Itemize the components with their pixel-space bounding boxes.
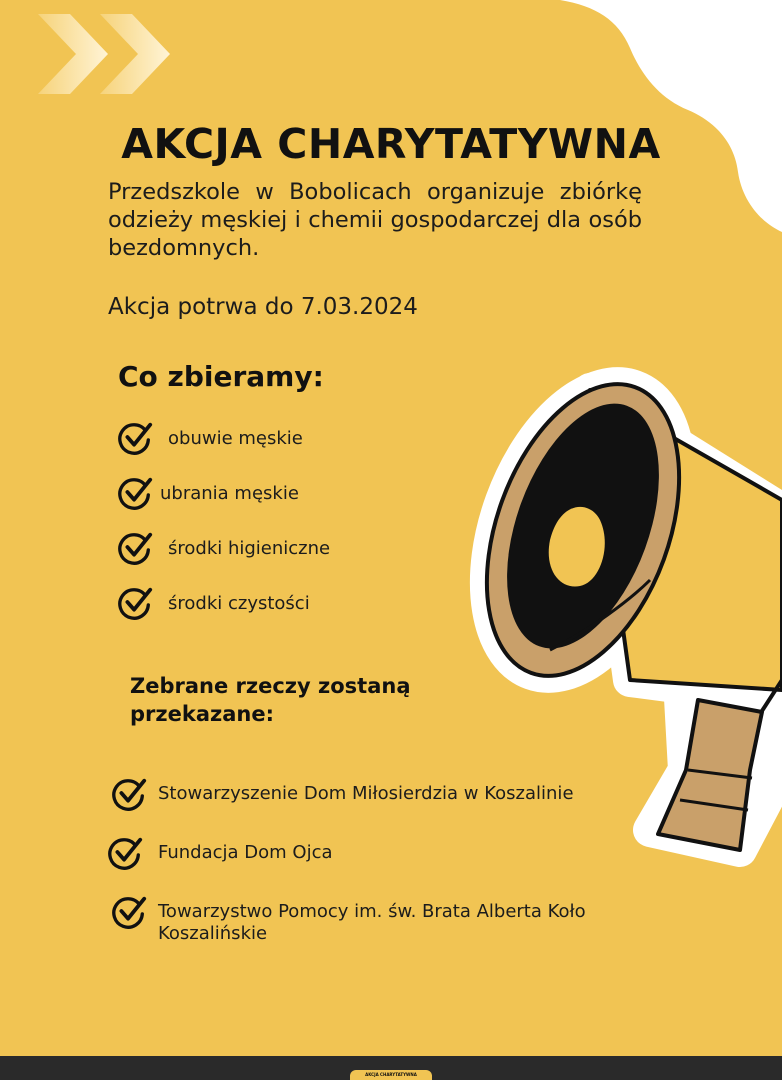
list-item (106, 834, 333, 872)
footer-tag: AKCJA CHARYTATYWNA (350, 1070, 432, 1080)
list-item (110, 893, 638, 945)
list-item (116, 474, 299, 512)
list-item (116, 529, 330, 567)
check-circle-icon (110, 775, 148, 813)
list-item-label: obuwie męskie (168, 427, 303, 449)
check-circle-icon (116, 419, 154, 457)
list-item-label: ubrania męskie (160, 482, 299, 504)
recipients-heading: Zebrane rzeczy zostaną przekazane: (130, 674, 411, 726)
check-circle-icon (116, 584, 154, 622)
check-circle-icon (116, 529, 154, 567)
intro-text: Przedszkole w Bobolicach organizuje zbiórkę odzieży męskiej i chemii gospodarczej dla osób bezdomnych. (108, 179, 642, 261)
list-item (116, 419, 303, 457)
collect-heading: Co zbieramy: (118, 360, 324, 393)
check-circle-icon (106, 834, 144, 872)
megaphone-icon (440, 350, 782, 880)
list-item (116, 584, 310, 622)
list-item-label: środki higieniczne (168, 537, 331, 559)
list-item-label: środki czystości (168, 592, 310, 614)
list-item-label: Towarzystwo Pomocy im. św. Brata Alberta Koło Koszalińskie (158, 901, 586, 944)
check-circle-icon (116, 474, 154, 512)
double-chevron-right-icon (34, 12, 184, 96)
list-item-label: Fundacja Dom Ojca (158, 842, 333, 863)
deadline-text: Akcja potrwa do 7.03.2024 (108, 294, 418, 320)
list-item-label: Stowarzyszenie Dom Miłosierdzia w Koszalinie (158, 783, 574, 804)
check-circle-icon (110, 893, 148, 931)
poster-title: AKCJA CHARYTATYWNA (121, 120, 661, 168)
